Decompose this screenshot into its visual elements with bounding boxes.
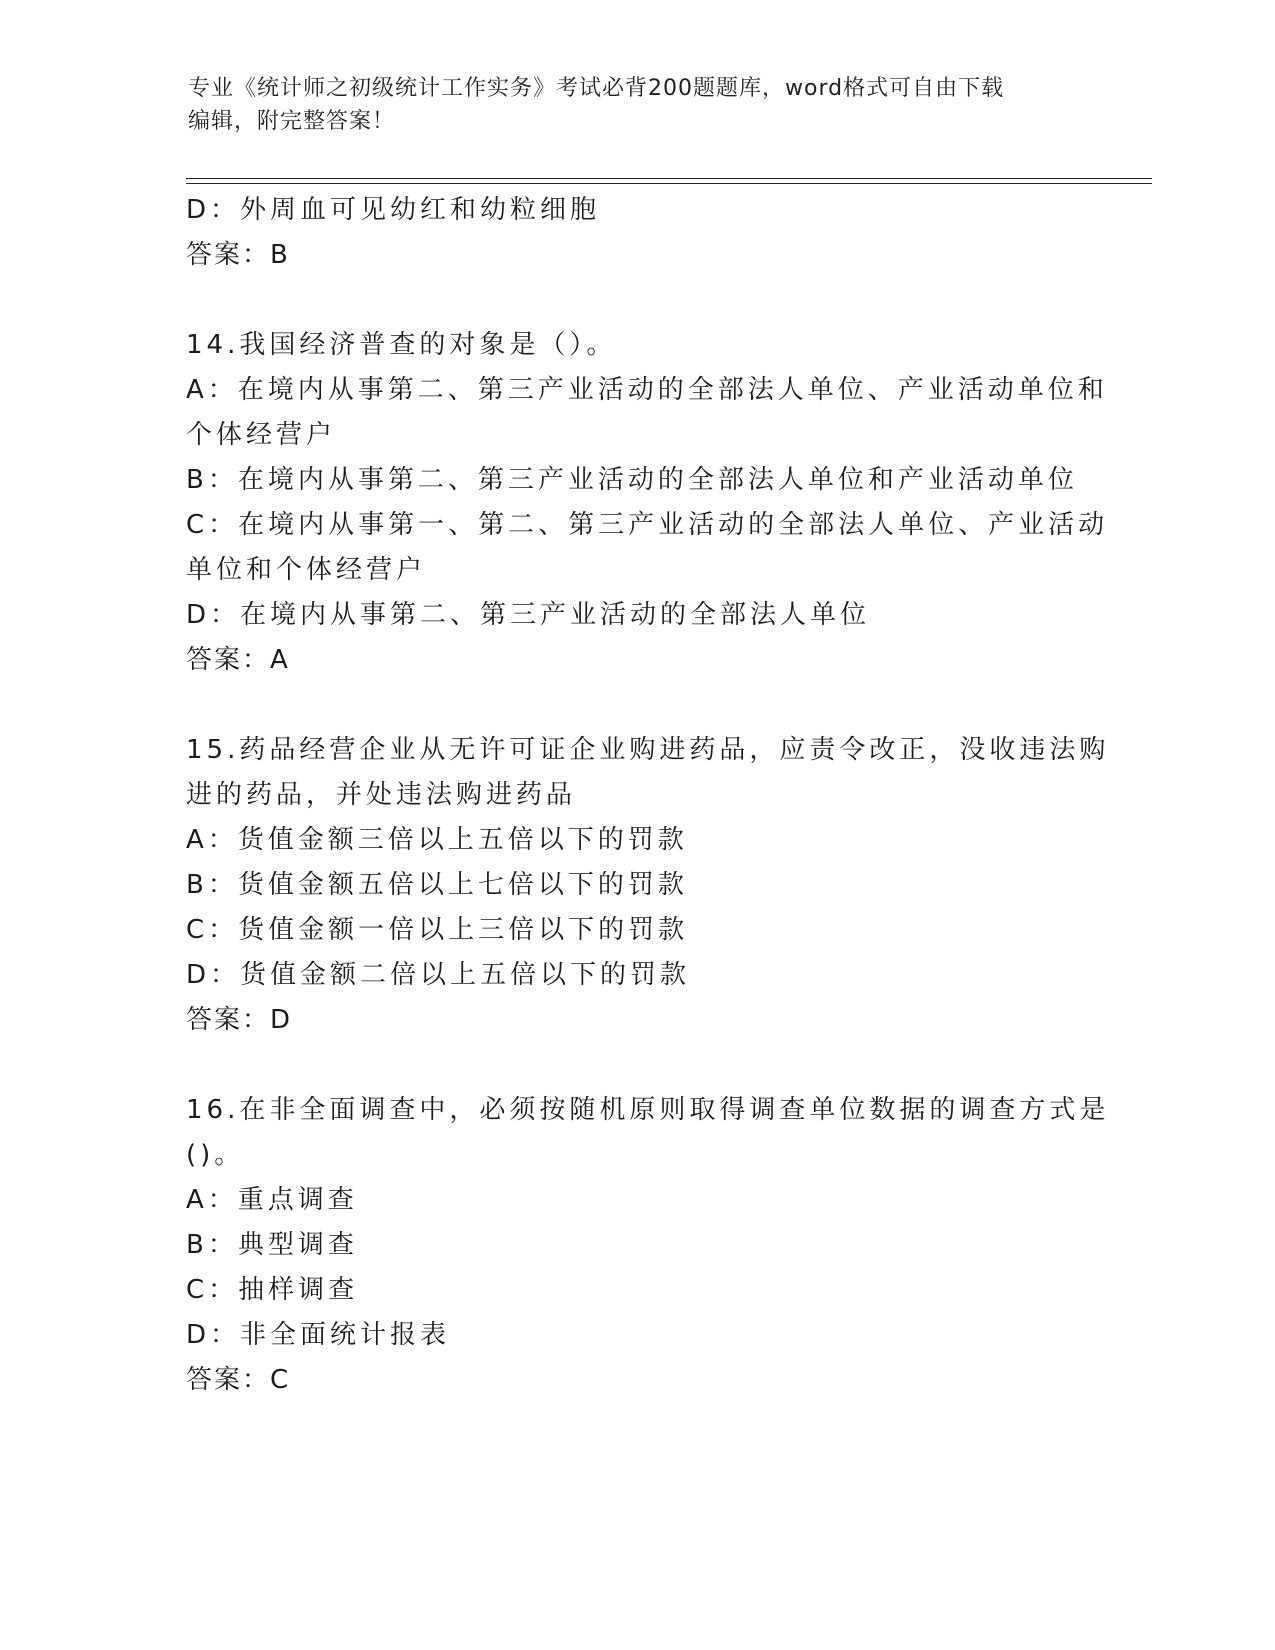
option-d: D：货值金额二倍以上五倍以下的罚款 bbox=[186, 960, 691, 990]
option-c: C：在境内从事第一、第二、第三产业活动的全部法人单位、产业活动 bbox=[186, 510, 1109, 540]
answer-line bbox=[186, 233, 1086, 278]
header-line-1: 专业《统计师之初级统计工作实务》考试必背200题题库，word格式可自由下载 bbox=[188, 76, 1005, 101]
option-a: A：重点调查 bbox=[186, 1185, 358, 1215]
question-spacer bbox=[186, 278, 1086, 323]
option-b: B：典型调查 bbox=[186, 1230, 358, 1260]
option-a: A：在境内从事第二、第三产业活动的全部法人单位、产业活动单位和 bbox=[186, 375, 1108, 405]
question-13 bbox=[186, 188, 1086, 278]
option-c: C：抽样调查 bbox=[186, 1275, 359, 1305]
question-content bbox=[186, 188, 1110, 1403]
option-b: B：货值金额五倍以上七倍以下的罚款 bbox=[186, 870, 688, 900]
question-spacer bbox=[186, 1043, 1086, 1088]
option-b: B：在境内从事第二、第三产业活动的全部法人单位和产业活动单位 bbox=[186, 465, 1078, 495]
option-c: C：货值金额一倍以上三倍以下的罚款 bbox=[186, 915, 689, 945]
option-d: D：非全面统计报表 bbox=[186, 1320, 451, 1350]
question-14 bbox=[186, 323, 1109, 683]
question-stem: 16.在非全面调查中，必须按随机原则取得调查单位数据的调查方式是 bbox=[186, 1095, 1110, 1125]
answer-label: 答案： bbox=[186, 240, 271, 270]
option-d: D：在境内从事第二、第三产业活动的全部法人单位 bbox=[186, 600, 871, 630]
answer-line bbox=[186, 1358, 1086, 1403]
answer-value: C bbox=[270, 1365, 289, 1395]
header-divider-top bbox=[186, 178, 1152, 179]
header-line-2: 编辑，附完整答案！ bbox=[188, 109, 396, 134]
answer-line bbox=[186, 638, 1086, 683]
answer-label: 答案： bbox=[186, 1005, 271, 1035]
question-16 bbox=[186, 1088, 1110, 1403]
option-d: D：外周血可见幼红和幼粒细胞 bbox=[186, 195, 601, 225]
question-stem: 15.药品经营企业从无许可证企业购进药品，应责令改正，没收违法购 bbox=[186, 735, 1110, 765]
answer-label: 答案： bbox=[186, 645, 271, 675]
option-a-continuation: 个体经营户 bbox=[186, 420, 337, 450]
question-stem-continuation: 进的药品，并处违法购进药品 bbox=[186, 780, 577, 810]
question-stem: 14.我国经济普查的对象是（）。 bbox=[186, 330, 617, 360]
answer-label: 答案： bbox=[186, 1365, 271, 1395]
question-15 bbox=[186, 728, 1110, 1043]
question-stem-continuation: ()。 bbox=[186, 1140, 245, 1170]
option-a: A：货值金额三倍以上五倍以下的罚款 bbox=[186, 825, 688, 855]
answer-line bbox=[186, 998, 1086, 1043]
question-spacer bbox=[186, 683, 1086, 728]
header-divider-bottom bbox=[186, 183, 1152, 184]
answer-value: B bbox=[270, 240, 288, 270]
page-header bbox=[188, 72, 1068, 138]
answer-value: A bbox=[270, 645, 288, 675]
option-c-continuation: 单位和个体经营户 bbox=[186, 555, 427, 585]
answer-value: D bbox=[270, 1005, 291, 1035]
